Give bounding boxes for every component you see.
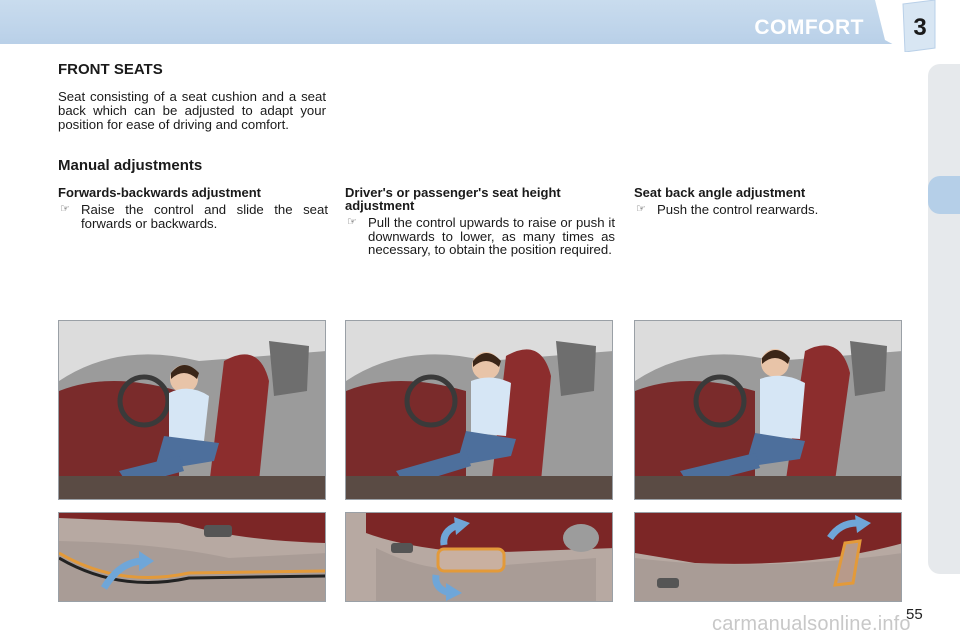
column-title: Driver's or passenger's seat height adjustment [345,185,561,213]
section-title: FRONT SEATS [58,61,163,78]
pointing-hand-icon: ☞ [60,203,70,215]
illustration-seat-height [345,320,613,500]
instruction-text: Push the control rearwards. [657,202,819,217]
chapter-number: 3 [913,14,927,41]
pointing-hand-icon: ☞ [347,216,357,228]
column-seat-back-angle [634,186,904,217]
watermark: carmanualsonline.info [712,613,911,635]
pointing-hand-icon: ☞ [636,203,646,215]
detail-forwards-backwards-control [58,512,326,602]
chapter-title: COMFORT [754,16,864,39]
instruction-text: Raise the control and slide the seat forwards or backwards. [81,202,328,231]
intro-paragraph: Seat consisting of a seat cushion and a seat back which can be adjusted to adapt your position for ease of driving and comfort. [58,89,326,132]
column-seat-height [345,186,615,257]
illustration-forwards-backwards [58,320,326,500]
instruction-item [58,203,328,230]
instruction-item [345,216,615,257]
instruction-item [634,203,904,217]
side-index-tab-active[interactable] [928,176,960,214]
detail-seat-height-control [345,512,613,602]
subsection-title: Manual adjustments [58,157,203,174]
illustration-seat-back-angle [634,320,902,500]
column-title: Forwards-backwards adjustment [58,185,261,200]
page-number: 55 [906,606,923,623]
instruction-text: Pull the control upwards to raise or push it downwards to lower, as many times as necessary, to obtain the position required. [368,215,615,257]
detail-seat-back-angle-control [634,512,902,602]
side-index-strip [928,64,960,574]
column-forwards-backwards [58,186,328,230]
column-title: Seat back angle adjustment [634,185,806,200]
